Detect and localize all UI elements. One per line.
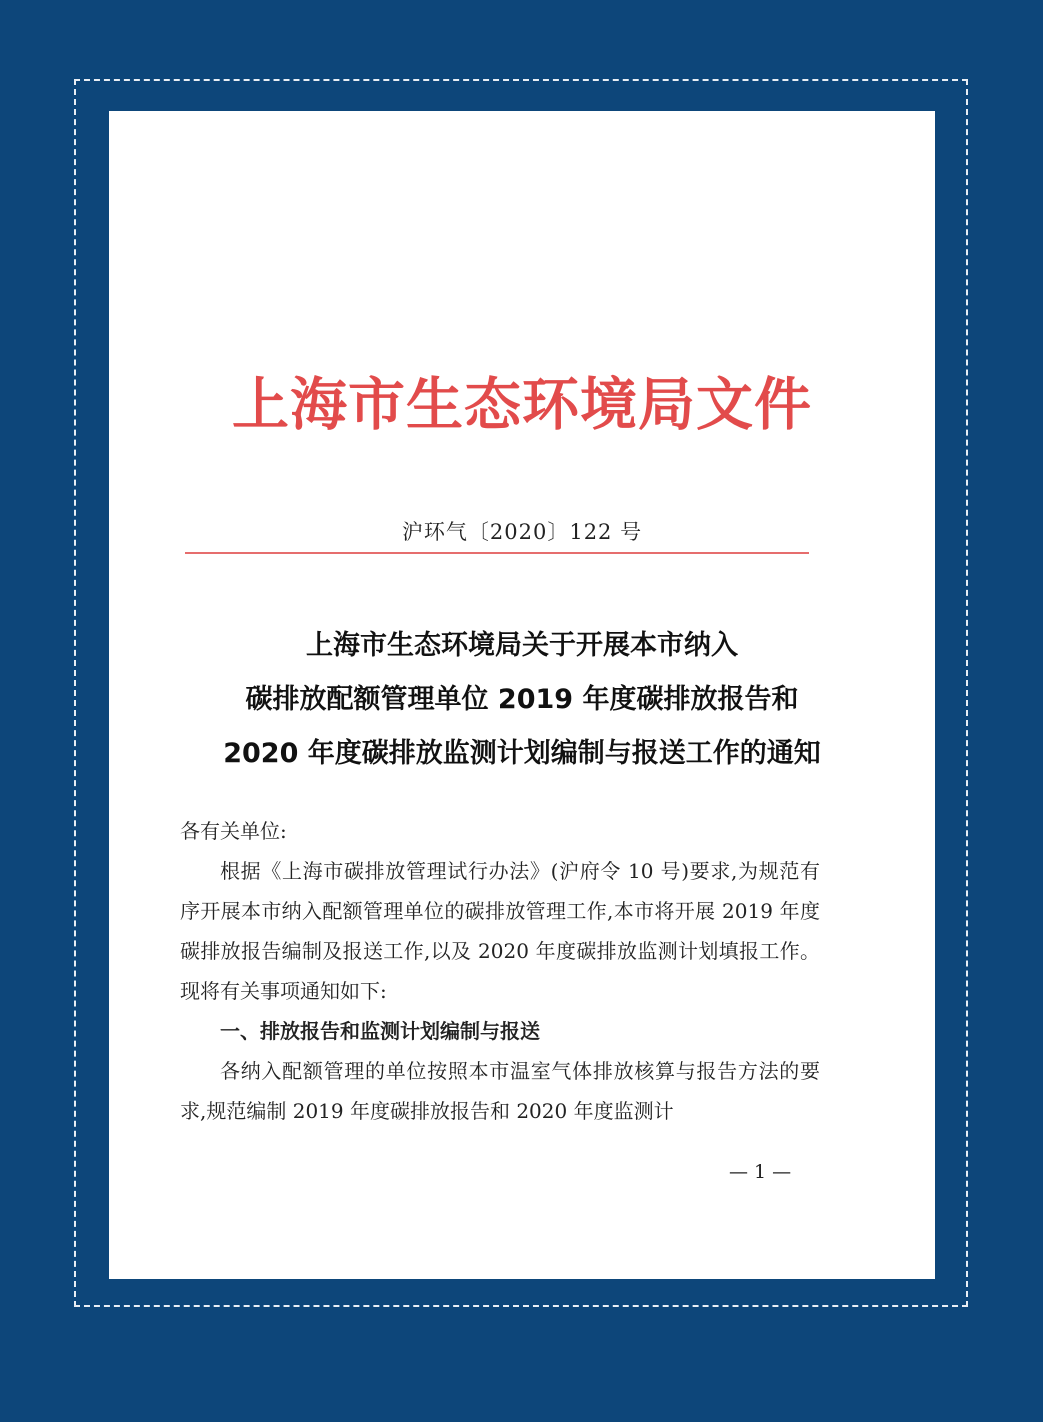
- document-number: 沪环气〔2020〕122 号: [401, 520, 643, 544]
- notice-title: [109, 619, 935, 781]
- document-page: [109, 111, 935, 1279]
- paragraph: 各纳入配额管理的单位按照本市温室气体排放核算与报告方法的要求,规范编制 2019 年度碳排放报告和 2020 年度监测计: [180, 1059, 820, 1123]
- title-line: 上海市生态环境局关于开展本市纳入: [306, 630, 738, 661]
- title-line: 碳排放配额管理单位 2019 年度碳排放报告和: [245, 684, 799, 715]
- red-divider: [185, 552, 809, 554]
- salutation: 各有关单位:: [180, 819, 287, 843]
- notice-body: [180, 811, 820, 1131]
- section-heading: 一、排放报告和监测计划编制与报送: [220, 1019, 540, 1043]
- paragraph: 根据《上海市碳排放管理试行办法》(沪府令 10 号)要求,为规范有序开展本市纳入配额管理单位的碳排放管理工作,本市将开展 2019 年度碳排放报告编制及报送工作,以及 2020 年度碳排放监测计划填报工作。现将有关事项通知如下:: [180, 859, 820, 1003]
- title-line: 2020 年度碳排放监测计划编制与报送工作的通知: [223, 738, 821, 769]
- page-number: — 1 —: [729, 1161, 792, 1183]
- masthead-title: 上海市生态环境局文件: [232, 372, 812, 438]
